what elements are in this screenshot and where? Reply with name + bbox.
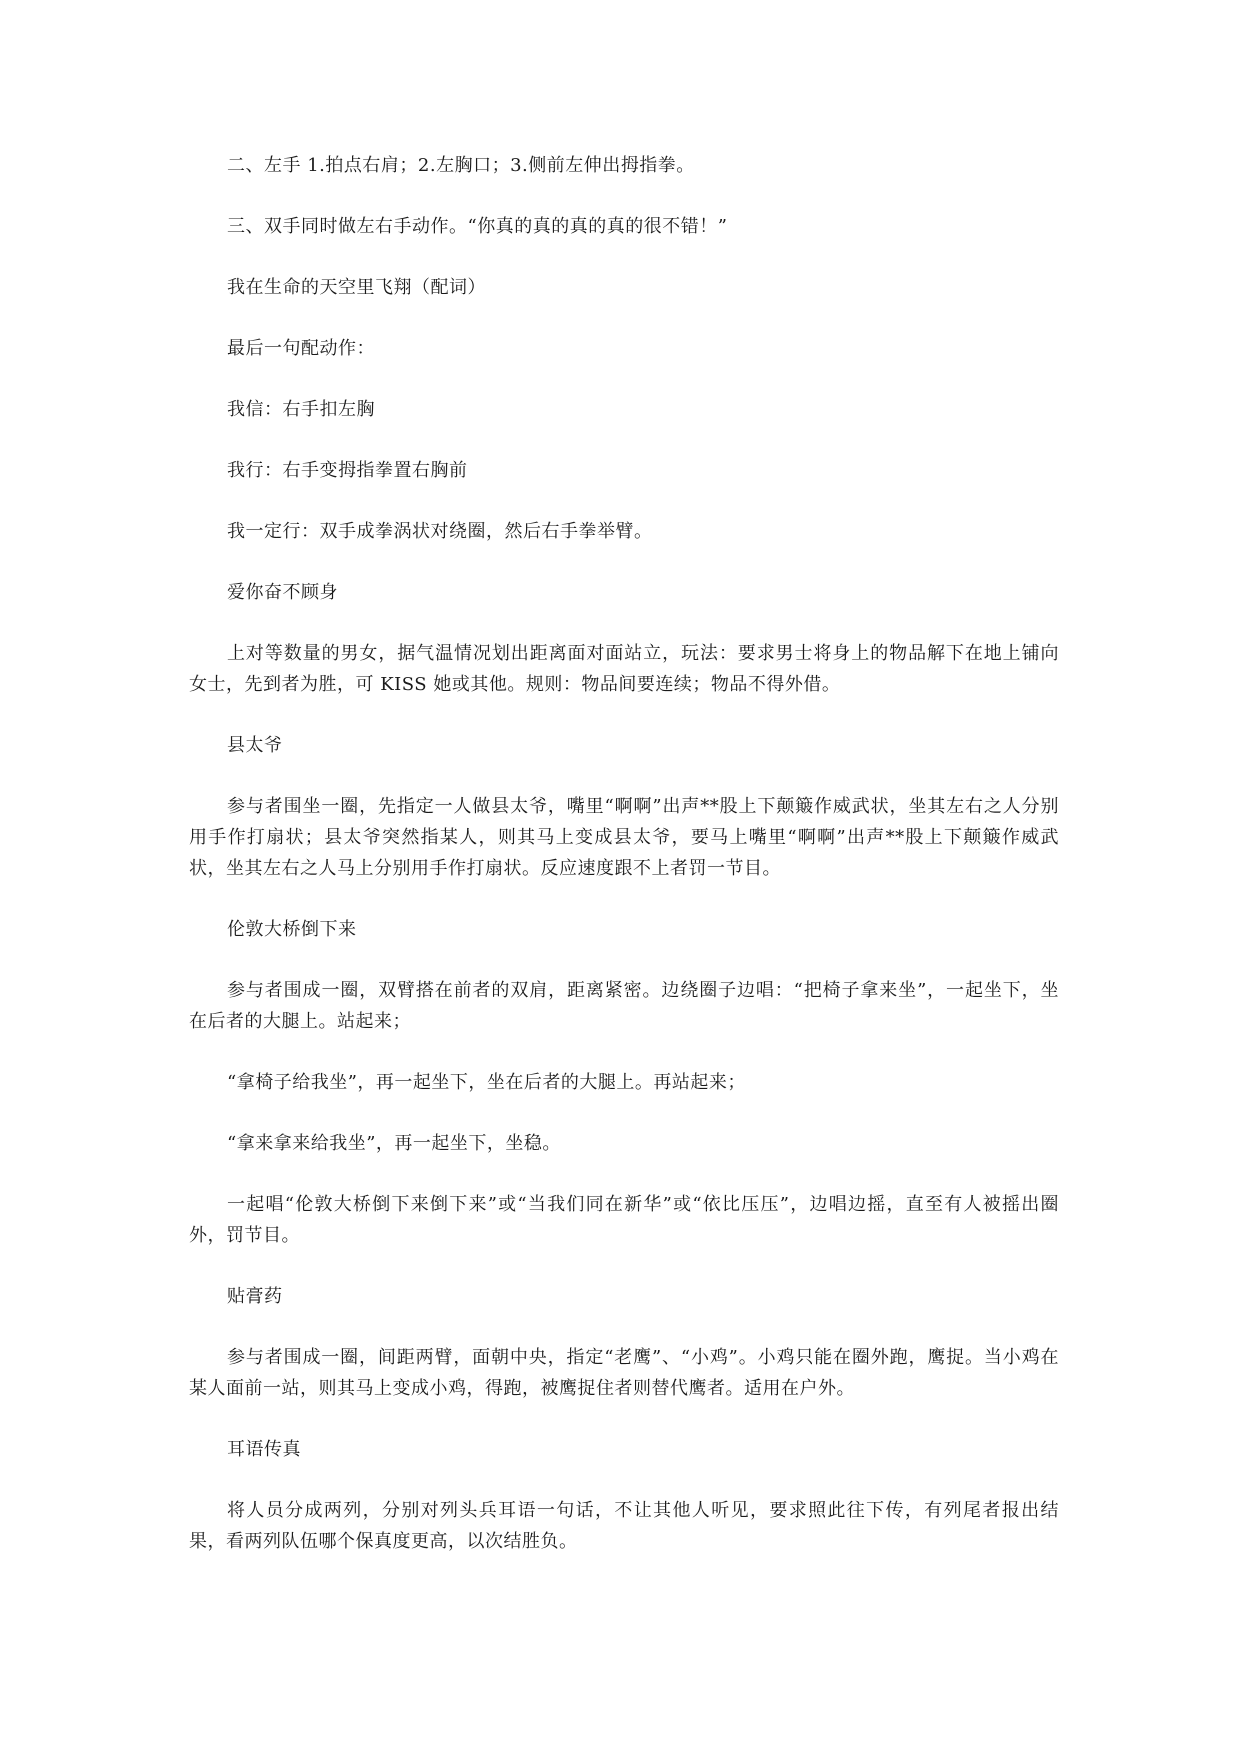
- paragraph-i-definitely-can: 我一定行：双手成拳涡状对绕圈，然后右手拳举臂。: [227, 521, 653, 542]
- paragraph-london-bridge-2: “拿椅子给我坐”，再一起坐下，坐在后者的大腿上。再站起来；: [227, 1072, 746, 1093]
- paragraph-london-bridge-1: 参与者围成一圈，双臂搭在前者的双肩，距离紧密。边绕圈子边唱：“把椅子拿来坐”，一起坐下，坐在后者的大腿上。站起来；: [189, 980, 1059, 1032]
- paragraph-left-hand-moves: 二、左手 1.拍点右肩；2.左胸口；3.侧前左伸出拇指拳。: [227, 155, 695, 176]
- paragraph-last-line-moves: 最后一句配动作：: [227, 338, 375, 359]
- paragraph-both-hands: 三、双手同时做左右手动作。“你真的真的真的真的很不错！”: [227, 216, 728, 237]
- section-heading-london-bridge: 伦敦大桥倒下来: [227, 919, 357, 940]
- paragraph-london-bridge-4: 一起唱“伦敦大桥倒下来倒下来”或“当我们同在新华”或“依比压压”，边唱边摇，直至有人被摇出圈外，罚节目。: [189, 1194, 1059, 1246]
- section-heading-magistrate: 县太爷: [227, 735, 283, 756]
- document-body: [189, 150, 1059, 1587]
- paragraph-i-can: 我行：右手变拇指拳置右胸前: [227, 460, 468, 481]
- section-heading-plaster: 贴膏药: [227, 1286, 283, 1307]
- paragraph-magistrate-rules: 参与者围坐一圈，先指定一人做县太爷，嘴里“啊啊”出声**股上下颠簸作威武状，坐其左右之人分别用手作打扇状；县太爷突然指某人，则其马上变成县太爷，要马上嘴里“啊啊”出声**股上下颠簸作威武状，坐其左右之人马上分别用手作打扇状。反应速度跟不上者罚一节目。: [189, 796, 1059, 879]
- paragraph-whisper-rules: 将人员分成两列，分别对列头兵耳语一句话，不让其他人听见，要求照此往下传，有列尾者报出结果，看两列队伍哪个保真度更高，以次结胜负。: [189, 1500, 1059, 1552]
- paragraph-love-rules: 上对等数量的男女，据气温情况划出距离面对面站立，玩法：要求男士将身上的物品解下在地上铺向女士，先到者为胜，可 KISS 她或其他。规则：物品间要连续；物品不得外借。: [189, 643, 1059, 695]
- paragraph-plaster-rules: 参与者围成一圈，间距两臂，面朝中央，指定“老鹰”、“小鸡”。小鸡只能在圈外跑，鹰捉。当小鸡在某人面前一站，则其马上变成小鸡，得跑，被鹰捉住者则替代鹰者。适用在户外。: [189, 1347, 1059, 1399]
- paragraph-i-believe: 我信：右手扣左胸: [227, 399, 375, 420]
- section-heading-whisper: 耳语传真: [227, 1439, 301, 1460]
- section-heading-flying: 我在生命的天空里飞翔（配词）: [227, 277, 486, 298]
- paragraph-london-bridge-3: “拿来拿来给我坐”，再一起坐下，坐稳。: [227, 1133, 561, 1154]
- section-heading-love: 爱你奋不顾身: [227, 582, 338, 603]
